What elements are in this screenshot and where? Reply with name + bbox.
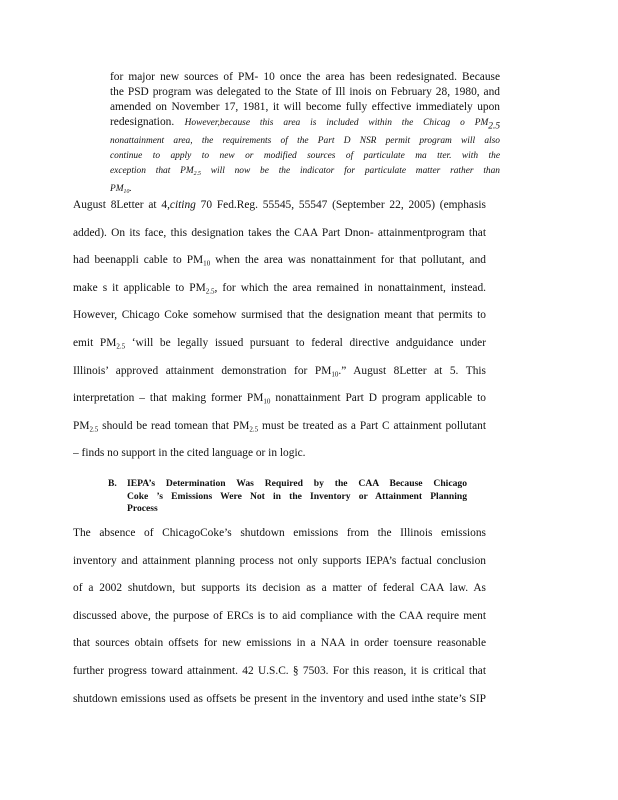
subscript: 10 xyxy=(203,259,211,268)
quote-line xyxy=(110,164,500,182)
quote-line: continue to apply to new or modified sources of particulate ma tter. with the xyxy=(110,151,500,162)
paragraph xyxy=(73,520,486,713)
text: emit PM xyxy=(73,336,117,349)
text: 70 Fed.Reg. 55545, 55547 (September 22, 2005) (emphasis xyxy=(200,199,486,211)
text: ‘will be legally issued pursuant to federal directive andguidance under xyxy=(131,336,486,349)
paragraph-line: added). On its face, this designation takes the CAA Part Dnon- attainmentprogram that xyxy=(73,226,486,239)
subscript: 10 xyxy=(263,397,271,406)
paragraph-line: – finds no support in the cited language or in logic. xyxy=(73,447,306,460)
subscript: 2.5 xyxy=(205,287,215,296)
paragraph-line xyxy=(73,358,486,386)
paragraph-line xyxy=(73,192,486,220)
subscript: 2.5 xyxy=(249,425,259,434)
text: nonattainment Part D program applicable to xyxy=(275,392,486,405)
text: must be treated as a Part C attainment pollutant xyxy=(262,419,486,432)
quote-italic-text: PM xyxy=(110,184,124,195)
paragraph xyxy=(73,192,486,468)
subscript: 2.5 xyxy=(193,171,201,178)
quote-italic-text: . xyxy=(129,184,132,195)
text: should be read tomean that PM xyxy=(102,419,250,432)
heading-letter: B. xyxy=(108,478,117,489)
quote-text: redesignation. xyxy=(110,116,175,128)
subscript: 10 xyxy=(331,370,339,379)
text: when the area was nonattainment for that pollutant, and xyxy=(215,254,486,267)
text: August 8Letter at 4, xyxy=(73,199,170,211)
text: .” August 8Letter at 5. This xyxy=(338,364,486,377)
block-quote xyxy=(110,70,500,200)
paragraph-line: However, Chicago Coke somehow surmised that the designation meant that permits to xyxy=(73,309,486,322)
paragraph-line: further progress toward attainment. 42 U.S.C. § 7503. For this reason, it is critical that xyxy=(73,664,486,677)
quote-line: the PSD program was delegated to the State of Ill inois on February 28, 1980, and xyxy=(110,86,500,98)
paragraph-line xyxy=(73,413,486,441)
paragraph-line: discussed above, the purpose of ERCs is to aid compliance with the CAA require ment xyxy=(73,609,486,622)
italic-text: citing xyxy=(169,199,196,211)
subscript: 2.5 xyxy=(488,121,500,132)
quote-italic-text: exception that PM xyxy=(110,166,194,177)
text: Illinois’ approved attainment demonstration for PM xyxy=(73,364,332,377)
paragraph-line: of a 2002 shutdown, but supports its decision as a matter of federal CAA law. As xyxy=(73,582,486,595)
paragraph-line xyxy=(73,247,486,275)
quote-line: for major new sources of PM- 10 once the area has been redesignated. Because xyxy=(110,71,500,83)
heading-line: IEPA’s Determination Was Required by the CAA Because Chicago xyxy=(127,478,467,489)
quote-line: nonattainment area, the requirements of the Part D NSR permit program will also xyxy=(110,136,500,147)
subscript: 10 xyxy=(123,189,130,196)
paragraph-line xyxy=(73,330,486,358)
subscript: 2.5 xyxy=(89,425,99,434)
paragraph-line: that sources obtain offsets for new emissions in a NAA in order toensure reasonable xyxy=(73,637,486,650)
text: interpretation – that making former PM xyxy=(73,392,264,405)
quote-italic-text: However,because this area is included within the Chicag o PM xyxy=(184,118,489,128)
heading-line: Coke ’s Emissions Were Not in the Inventory or Attainment Planning xyxy=(127,490,467,502)
text: , for which the area remained in nonattainment, instead. xyxy=(214,281,486,294)
heading-text xyxy=(127,478,467,516)
paragraph-line: inventory and attainment planning process not only supports IEPA’s factual conclusion xyxy=(73,554,486,567)
quote-line: amended on November 17, 1981, it will become fully effective immediately upon xyxy=(110,101,500,113)
text: had beenappli cable to PM xyxy=(73,254,204,267)
text: make s it applicable to PM xyxy=(73,281,206,294)
paragraph-line: The absence of ChicagoCoke’s shutdown emissions from the Illinois emissions xyxy=(73,527,486,539)
quote-line xyxy=(110,115,500,134)
text: PM xyxy=(73,419,90,432)
heading-line: Process xyxy=(127,503,158,514)
paragraph-line xyxy=(73,275,486,303)
paragraph-line xyxy=(73,385,486,413)
subscript: 2.5 xyxy=(116,342,126,351)
quote-italic-text: will now be the indicator for particulate matter rather than xyxy=(210,166,500,177)
paragraph-line: shutdown emissions used as offsets be present in the inventory and used inthe state’s SIP xyxy=(73,692,486,705)
